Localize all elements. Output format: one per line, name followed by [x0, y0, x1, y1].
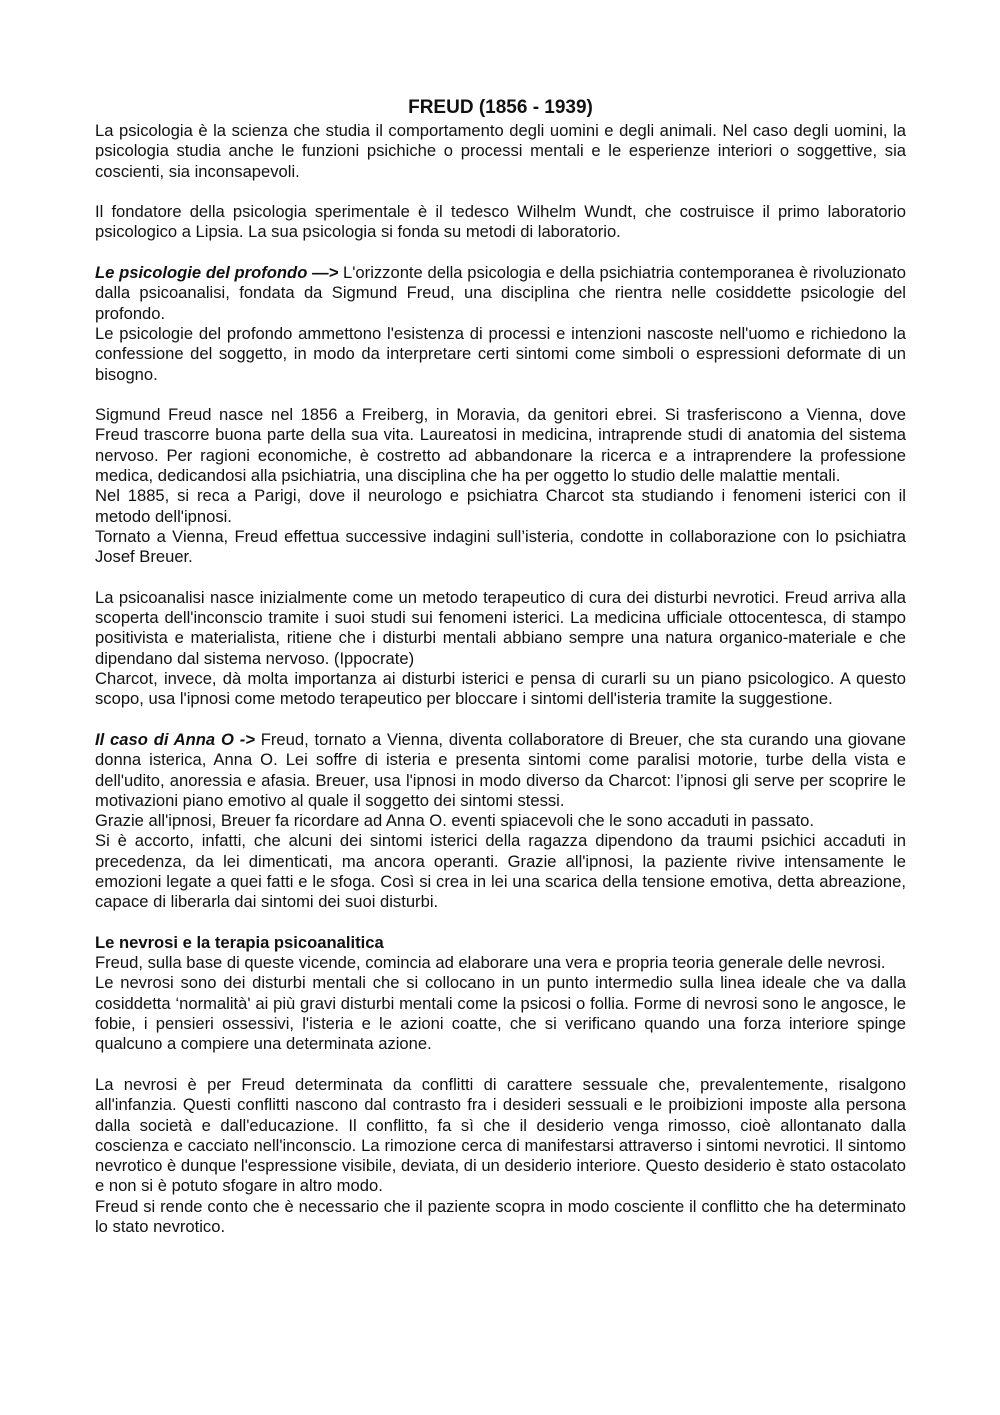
paragraph-gap	[95, 182, 906, 202]
profondo-paragraph-2: Le psicologie del profondo ammettono l'esistenza di processi e intenzioni nascoste nell'uomo e richiedono la confessione del soggetto, in modo da interpretare certi sintomi come simboli o espressioni deformate di un bisogno.	[95, 323, 906, 384]
paragraph-gap	[95, 913, 906, 933]
nevrosi-heading: Le nevrosi e la terapia psicoanalitica	[95, 932, 384, 952]
nevrosi-paragraph-1: Freud, sulla base di queste vicende, comincia ad elaborare una vera e propria teoria generale delle nevrosi.	[95, 953, 886, 973]
bio-paragraph-1: Sigmund Freud nasce nel 1856 a Freiberg, in Moravia, da genitori ebrei. Si trasferiscono a Vienna, dove Freud trascorre buona parte della sua vita. Laureatosi in medicina, intraprende studi di anatomia del sistema nervoso. Per ragioni economiche, è costretto ad abbandonare la ricerca e a intraprendere la professione medica, dedicandosi alla psichiatria, una disciplina che ha per oggetto lo studio delle malattie mentali.	[95, 405, 906, 486]
anna-text-1: Freud, tornato a Vienna, diventa collaboratore di Breuer, che sta curando una giovane donna isterica, Anna O. Lei soffre di isteria e presenta sintomi come paralisi motorie, turbe della vista e dell'udito, anoressia e afasia. Breuer, usa l'ipnosi in modo diverso da Charcot: l’ipnosi gli serve per scoprire le motivazioni piano emotivo al quale il soggetto dei sintomi stessi.	[95, 729, 906, 810]
bio-paragraph-2: Nel 1885, si reca a Parigi, dove il neurologo e psichiatra Charcot sta studiando i fenomeni isterici con il metodo dell'ipnosi.	[95, 486, 906, 526]
nevrosi-paragraph-3: La nevrosi è per Freud determinata da conflitti di carattere sessuale che, prevalentemente, risalgono all'infanzia. Questi conflitti nascono dal contrasto fra i desideri sessuali e le proibizioni imposte alla persona dalla società e dall'educazione. Il conflitto, fa sì che il desiderio venga rimosso, cioè allontanato dalla coscienza e cacciato nell'inconscio. La rimozione cerca di manifestarsi attraverso i sintomi nevrotici. Il sintomo nevrotico è dunque l'espressione visibile, deviata, di un desiderio interiore. Questo desiderio è stato ostacolato e non si è potuto sfogare in altro modo.	[95, 1074, 906, 1196]
profondo-lead: Le psicologie del profondo —>	[95, 263, 339, 283]
anna-paragraph-3: Si è accorto, infatti, che alcuni dei sintomi isterici della ragazza dipendono da traumi psichici accaduti in precedenza, da lei dimenticati, ma ancora operanti. Grazie all'ipnosi, la paziente rivive intensamente le emozioni legate a quei fatti e le sfoga. Così si crea in lei una scarica della tensione emotiva, detta abreazione, capace di liberarla dai sintomi dei suoi disturbi.	[95, 831, 906, 912]
intro-paragraph-1: La psicologia è la scienza che studia il comportamento degli uomini e degli animali. Nel caso degli uomini, la psicologia studia anche le funzioni psichiche o processi mentali e le esperienze interiori o soggettive, sia coscienti, sia inconsapevoli.	[95, 121, 906, 181]
nevrosi-paragraph-2: Le nevrosi sono dei disturbi mentali che si collocano in un punto intermedio sulla linea ideale che va dalla cosiddetta ‘normalità' ai più gravi disturbi mentali come la psicosi o follia. Forme di nevrosi sono le angosce, le fobie, i pensieri ossessivi, l'isteria e le azioni coatte, che si verificano quando una forza interiore spinge qualcuno a compiere una determinata azione.	[95, 973, 906, 1054]
profondo-text-1: L'orizzonte della psicologia e della psichiatria contemporanea è rivoluzionato dalla psicoanalisi, fondata da Sigmund Freud, una disciplina che rientra nelle cosiddette psicologie del profondo.	[95, 263, 906, 323]
paragraph-gap	[95, 385, 906, 405]
anna-paragraph-1	[95, 730, 906, 811]
profondo-paragraph-1	[95, 263, 906, 324]
intro-paragraph-2: Il fondatore della psicologia sperimentale è il tedesco Wilhelm Wundt, che costruisce il primo laboratorio psicologico a Lipsia. La sua psicologia si fonda su metodi di laboratorio.	[95, 202, 906, 242]
page-title: FREUD (1856 - 1939)	[408, 97, 593, 118]
anna-lead: Il caso di Anna O ->	[95, 729, 255, 749]
paragraph-gap	[95, 710, 906, 730]
paragraph-gap	[95, 243, 906, 263]
bio-paragraph-3: Tornato a Vienna, Freud effettua successive indagini sull’isteria, condotte in collaborazione con lo psichiatra Josef Breuer.	[95, 526, 906, 567]
anna-paragraph-2: Grazie all'ipnosi, Breuer fa ricordare ad Anna O. eventi spiacevoli che le sono accaduti in passato.	[95, 811, 814, 831]
paragraph-gap	[95, 568, 906, 588]
document-page	[95, 96, 906, 1237]
psicoanalisi-paragraph-1: La psicoanalisi nasce inizialmente come un metodo terapeutico di cura dei disturbi nevrotici. Freud arriva alla scoperta dell'inconscio tramite i suoi studi sui fenomeni isterici. La medicina ufficiale ottocentesca, di stampo positivista e materialista, ritiene che i disturbi mentali abbiano sempre una natura organico-materiale e che dipendano dal sistema nervoso. (Ippocrate)	[95, 587, 906, 668]
psicoanalisi-paragraph-2: Charcot, invece, dà molta importanza ai disturbi isterici e pensa di curarli su un piano psicologico. A questo scopo, usa l'ipnosi come metodo terapeutico per bloccare i sintomi dell'isteria tramite la suggestione.	[95, 669, 906, 709]
paragraph-gap	[95, 1055, 906, 1075]
nevrosi-paragraph-4: Freud si rende conto che è necessario che il paziente scopra in modo cosciente il conflitto che ha determinato lo stato nevrotico.	[95, 1196, 906, 1237]
